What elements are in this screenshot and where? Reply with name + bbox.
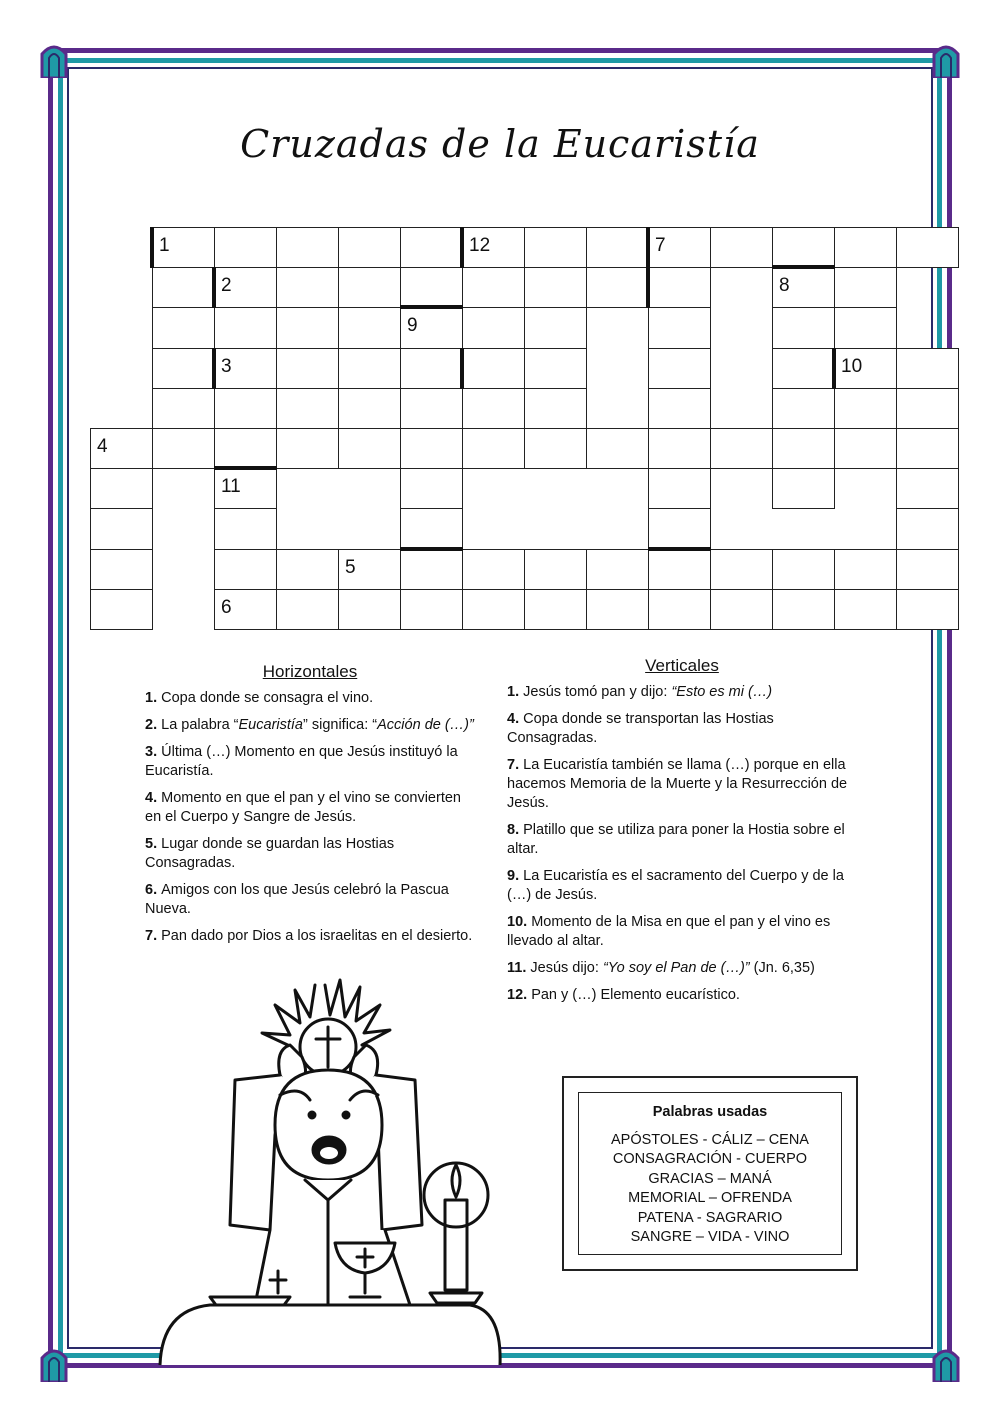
clues-vertical xyxy=(507,656,857,1013)
crossword-cell[interactable] xyxy=(90,549,153,590)
crossword-cell[interactable] xyxy=(400,508,463,549)
crossword-cell[interactable] xyxy=(896,589,959,630)
crossword-cell[interactable] xyxy=(896,508,959,549)
crossword-cell[interactable] xyxy=(400,388,463,429)
crossword-cell[interactable] xyxy=(338,428,401,469)
crossword-cell[interactable] xyxy=(772,267,835,308)
clue-item: 9. La Eucaristía es el sacramento del Cuerpo y de la (…) de Jesús. xyxy=(507,868,844,903)
crossword-cell[interactable] xyxy=(834,549,897,590)
clue-item: 2. La palabra “Eucaristía” significa: “Acción de (…)” xyxy=(145,717,474,733)
crossword-cell[interactable] xyxy=(834,428,897,469)
words-line: SANGRE – VIDA - VINO xyxy=(630,1229,790,1245)
crossword-cell[interactable] xyxy=(648,388,711,429)
words-line: PATENA - SAGRARIO xyxy=(637,1209,783,1226)
clue-number: 12 xyxy=(469,235,491,256)
crossword-cell[interactable] xyxy=(586,549,649,590)
crossword-cell[interactable] xyxy=(276,267,339,308)
crossword-cell[interactable] xyxy=(648,307,711,348)
crossword-cell[interactable] xyxy=(400,348,463,389)
clue-item: 1. Jesús tomó pan y dijo: “Esto es mi (…) xyxy=(507,684,773,700)
crossword-cell[interactable] xyxy=(586,227,649,268)
crossword-cell[interactable] xyxy=(338,589,401,630)
crossword-cell[interactable] xyxy=(152,348,215,389)
crossword-cell[interactable] xyxy=(524,589,587,630)
crossword-cell[interactable] xyxy=(896,428,959,469)
crossword-cell[interactable] xyxy=(710,227,773,268)
words-line: CONSAGRACIÓN - CUERPO xyxy=(612,1151,808,1167)
page-title: Cruzadas de la Eucaristía xyxy=(240,122,760,166)
priest-illustration xyxy=(150,975,510,1365)
crossword-cell[interactable] xyxy=(648,589,711,630)
clue-item: 11. Jesús dijo: “Yo soy el Pan de (…)” (Jn. 6,35) xyxy=(507,960,815,976)
crossword-cell[interactable] xyxy=(276,348,339,389)
crossword-cell[interactable] xyxy=(152,227,215,268)
crossword-cell[interactable] xyxy=(648,549,711,590)
crossword-cell[interactable] xyxy=(462,388,525,429)
crossword-cell[interactable] xyxy=(896,388,959,429)
crossword-cell[interactable] xyxy=(834,348,897,389)
crossword-cell[interactable] xyxy=(152,428,215,469)
crossword-cell[interactable] xyxy=(276,227,339,268)
crossword-cell[interactable] xyxy=(214,227,277,268)
crossword-cell[interactable] xyxy=(710,428,773,469)
crossword-cell[interactable] xyxy=(276,428,339,469)
clue-number: 5 xyxy=(345,556,356,578)
crossword-cell[interactable] xyxy=(648,267,711,308)
clues-horizontal-heading: Horizontales xyxy=(262,662,358,681)
clue-number: 11 xyxy=(221,476,241,498)
corner-arch-icon xyxy=(40,1344,68,1382)
clue-item: 4. Copa donde se transportan las Hostias Consagradas. xyxy=(507,711,774,746)
clue-item: 8. Platillo que se utiliza para poner la Hostia sobre el altar. xyxy=(507,822,845,857)
crossword-cell[interactable] xyxy=(524,307,587,348)
crossword-cell[interactable] xyxy=(524,227,587,268)
crossword-cell[interactable] xyxy=(214,468,277,509)
crossword-cell[interactable] xyxy=(648,508,711,549)
clues-vertical-heading: Verticales xyxy=(645,656,719,675)
crossword-cell[interactable] xyxy=(214,549,277,590)
crossword-cell[interactable] xyxy=(462,549,525,590)
words-line: APÓSTOLES - CÁLIZ – CENA xyxy=(611,1131,809,1148)
crossword-cell[interactable] xyxy=(462,428,525,469)
crossword-cell[interactable] xyxy=(400,589,463,630)
crossword-cell[interactable] xyxy=(214,348,277,389)
crossword-cell[interactable] xyxy=(90,468,153,509)
crossword-cell[interactable] xyxy=(772,227,835,268)
crossword-cell[interactable] xyxy=(276,589,339,630)
crossword-cell[interactable] xyxy=(648,468,711,509)
crossword-cell[interactable] xyxy=(90,428,153,469)
crossword-cell[interactable] xyxy=(772,388,835,429)
crossword-cell[interactable] xyxy=(524,549,587,590)
crossword-cell[interactable] xyxy=(276,388,339,429)
words-box-title: Palabras usadas xyxy=(652,1104,768,1120)
crossword-cell[interactable] xyxy=(338,307,401,348)
crossword-cell[interactable] xyxy=(400,428,463,469)
clues-horizontal xyxy=(145,662,475,954)
crossword-cell[interactable] xyxy=(524,348,587,389)
crossword-cell[interactable] xyxy=(338,348,401,389)
crossword-cell[interactable] xyxy=(338,267,401,308)
crossword-cell[interactable] xyxy=(648,227,711,268)
crossword-cell[interactable] xyxy=(462,589,525,630)
clue-item: 7. Pan dado por Dios a los israelitas en el desierto. xyxy=(145,928,473,944)
crossword-cell[interactable] xyxy=(90,508,153,549)
clue-item: 1. Copa donde se consagra el vino. xyxy=(145,690,374,706)
crossword-cell[interactable] xyxy=(648,428,711,469)
crossword-cell[interactable] xyxy=(772,589,835,630)
crossword-cell[interactable] xyxy=(896,348,959,389)
crossword-cell[interactable] xyxy=(834,388,897,429)
clue-number: 8 xyxy=(779,275,790,297)
corner-arch-icon xyxy=(932,1344,960,1382)
crossword-cell[interactable] xyxy=(648,348,711,389)
candle-icon xyxy=(445,1200,467,1290)
clue-item: 12. Pan y (…) Elemento eucarístico. xyxy=(507,987,740,1003)
crossword-cell[interactable] xyxy=(214,428,277,469)
crossword-cell[interactable] xyxy=(338,388,401,429)
crossword-cell[interactable] xyxy=(834,267,897,308)
clue-item: 10. Momento de la Misa en que el pan y el vino es llevado al altar. xyxy=(507,914,831,949)
crossword-cell[interactable] xyxy=(152,388,215,429)
crossword-cell[interactable] xyxy=(214,508,277,549)
crossword-cell[interactable] xyxy=(586,428,649,469)
words-line: MEMORIAL – OFRENDA xyxy=(628,1190,792,1206)
clue-number: 6 xyxy=(221,596,232,618)
crossword-cell[interactable] xyxy=(772,307,835,348)
crossword-cell[interactable] xyxy=(524,428,587,469)
crossword-cell[interactable] xyxy=(586,267,649,308)
crossword-cell[interactable] xyxy=(772,468,835,509)
crossword-cell[interactable] xyxy=(400,549,463,590)
words-box xyxy=(578,1092,842,1255)
crossword-cell[interactable] xyxy=(834,589,897,630)
crossword-cell[interactable] xyxy=(896,468,959,509)
crossword-cell[interactable] xyxy=(400,468,463,509)
clue-item: 6. Amigos con los que Jesús celebró la Pascua Nueva. xyxy=(145,882,449,917)
corner-arch-icon xyxy=(932,40,960,78)
crossword-cell[interactable] xyxy=(214,267,277,308)
clue-number: 9 xyxy=(407,315,418,337)
crossword-cell[interactable] xyxy=(772,549,835,590)
crossword-cell[interactable] xyxy=(834,227,897,268)
crossword-cell[interactable] xyxy=(462,267,525,308)
crossword-cell[interactable] xyxy=(710,589,773,630)
crossword-cell[interactable] xyxy=(524,267,587,308)
clue-item: 3. Última (…) Momento en que Jesús instituyó la Eucaristía. xyxy=(145,744,458,779)
crossword-cell[interactable] xyxy=(710,549,773,590)
crossword-cell[interactable] xyxy=(276,307,339,348)
crossword-cell[interactable] xyxy=(586,589,649,630)
crossword-cell[interactable] xyxy=(338,227,401,268)
clue-number: 10 xyxy=(841,355,863,377)
crossword-cell[interactable] xyxy=(462,307,525,348)
crossword-cell[interactable] xyxy=(524,388,587,429)
crossword-cell[interactable] xyxy=(834,307,897,348)
clue-item: 5. Lugar donde se guardan las Hostias Consagradas. xyxy=(145,836,395,871)
clue-number: 7 xyxy=(655,235,666,256)
clue-item: 4. Momento en que el pan y el vino se convierten en el Cuerpo y Sangre de Jesús. xyxy=(145,790,461,825)
crossword-cell[interactable] xyxy=(896,227,959,268)
altar xyxy=(160,1305,500,1365)
crossword-cell[interactable] xyxy=(90,589,153,630)
clue-number: 1 xyxy=(159,235,170,256)
crossword-cell[interactable] xyxy=(214,307,277,348)
crossword-cell[interactable] xyxy=(276,549,339,590)
crossword-cell[interactable] xyxy=(896,549,959,590)
clue-item: 7. La Eucaristía también se llama (…) porque en ella hacemos Memoria de la Muerte y la Resurrección de Jesús. xyxy=(507,757,848,811)
words-line: GRACIAS – MANÁ xyxy=(648,1170,772,1187)
crossword-cell[interactable] xyxy=(400,227,463,268)
crossword-cell[interactable] xyxy=(772,348,835,389)
crossword-cell[interactable] xyxy=(214,589,277,630)
crossword-cell[interactable] xyxy=(338,549,401,590)
crossword-cell[interactable] xyxy=(772,428,835,469)
crossword-cell[interactable] xyxy=(152,267,215,308)
crossword-cell[interactable] xyxy=(462,227,525,268)
corner-arch-icon xyxy=(40,40,68,78)
crossword-cell[interactable] xyxy=(400,267,463,308)
clue-number: 3 xyxy=(221,355,232,377)
crossword-cell[interactable] xyxy=(214,388,277,429)
clue-number: 2 xyxy=(221,275,232,297)
clue-number: 4 xyxy=(97,436,108,457)
crossword-cell[interactable] xyxy=(400,307,463,348)
crossword-cell[interactable] xyxy=(152,307,215,348)
crossword-cell[interactable] xyxy=(462,348,525,389)
